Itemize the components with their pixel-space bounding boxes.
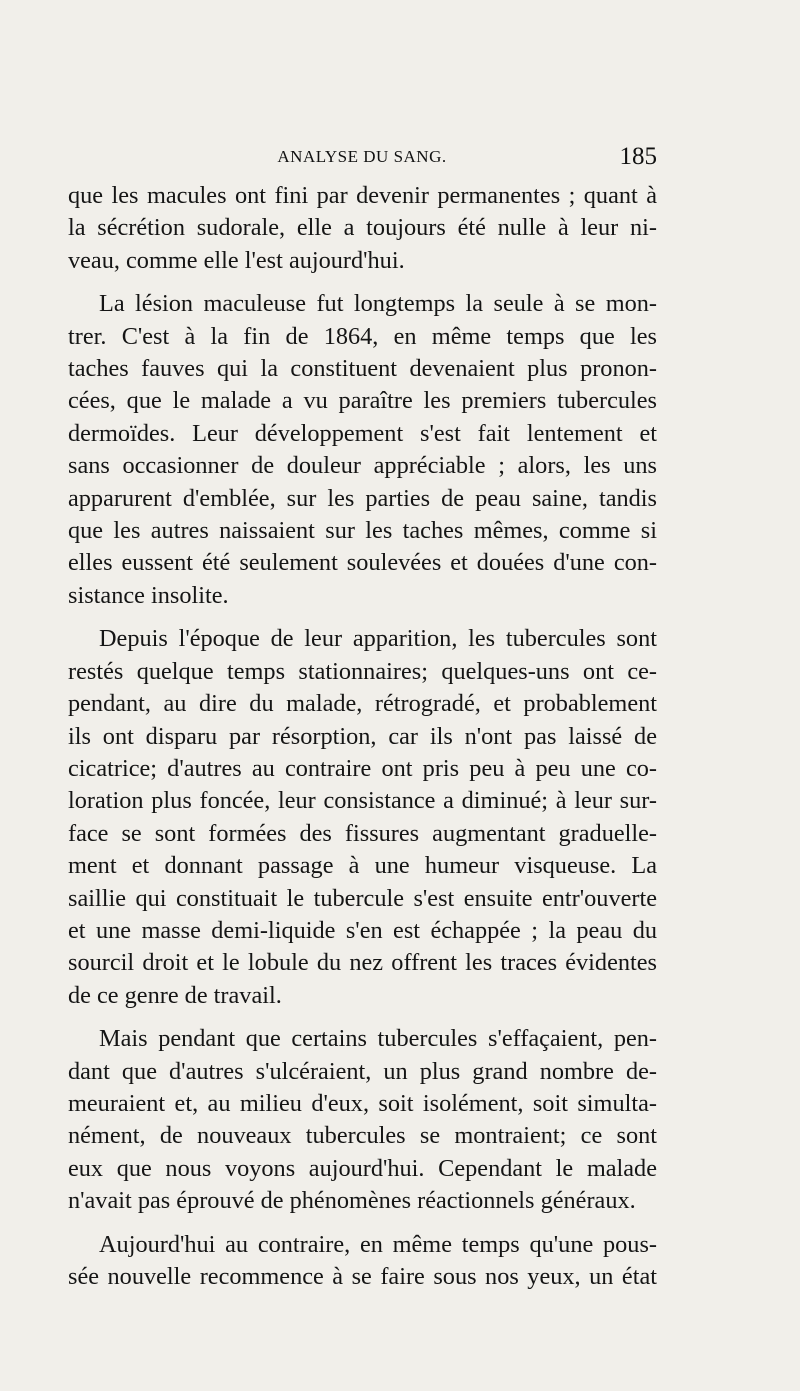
text-line: face se sont formées des fissures augmentant graduelle- <box>68 819 657 847</box>
text-line: sans occasionner de douleur appréciable ; alors, les uns <box>68 452 657 480</box>
text-line: ils ont disparu par résorption, car ils n'ont pas laissé de <box>68 722 657 750</box>
text-line: meuraient et, au milieu d'eux, soit isolément, soit simulta- <box>68 1089 657 1117</box>
text-line: dant que d'autres s'ulcéraient, un plus grand nombre de- <box>68 1057 657 1085</box>
running-head <box>67 143 657 173</box>
text-line: eux que nous voyons aujourd'hui. Cependant le malade <box>68 1154 657 1182</box>
text-line: nément, de nouveaux tubercules se montraient; ce sont <box>68 1122 657 1150</box>
text-line: que les macules ont fini par devenir permanentes ; quant à <box>68 182 657 209</box>
text-line: restés quelque temps stationnaires; quelques-uns ont ce- <box>68 657 657 685</box>
text-line: pendant, au dire du malade, rétrogradé, et probablement <box>68 690 657 718</box>
text-line: cées, que le malade a vu paraître les premiers tubercules <box>68 387 657 415</box>
text-line: de ce genre de travail. <box>68 981 282 1009</box>
text-line: Aujourd'hui au contraire, en même temps qu'une pous- <box>99 1230 657 1258</box>
paragraph <box>68 623 657 1012</box>
text-line: apparurent d'emblée, sur les parties de peau saine, tandis <box>68 484 657 512</box>
body-text <box>68 180 657 1293</box>
text-line: Mais pendant que certains tubercules s'effaçaient, pen- <box>99 1025 657 1053</box>
text-line: que les autres naissaient sur les taches mêmes, comme si <box>68 517 657 545</box>
running-title: ANALYSE DU SANG. <box>277 147 447 166</box>
text-line: trer. C'est à la fin de 1864, en même temps que les <box>68 322 657 350</box>
text-line: elles eussent été seulement soulevées et douées d'une con- <box>68 549 657 577</box>
paragraph <box>68 288 657 612</box>
text-line: la sécrétion sudorale, elle a toujours été nulle à leur ni- <box>68 214 657 242</box>
text-line: n'avait pas éprouvé de phénomènes réactionnels généraux. <box>68 1187 636 1215</box>
text-line: taches fauves qui la constituent devenaient plus pronon- <box>68 355 657 383</box>
paragraph <box>68 180 657 277</box>
text-line: sistance insolite. <box>68 581 229 609</box>
paragraph <box>68 1023 657 1217</box>
text-line: sourcil droit et le lobule du nez offrent les traces évidentes <box>68 949 657 977</box>
page-number: 185 <box>619 143 657 170</box>
text-line: loration plus foncée, leur consistance a diminué; à leur sur- <box>68 787 657 815</box>
text-line: cicatrice; d'autres au contraire ont pris peu à peu une co- <box>68 754 657 782</box>
text-line: La lésion maculeuse fut longtemps la seule à se mon- <box>99 290 657 318</box>
text-line: sée nouvelle recommence à se faire sous nos yeux, un état <box>68 1263 657 1290</box>
text-line: Depuis l'époque de leur apparition, les tubercules sont <box>99 625 657 653</box>
paragraph <box>68 1229 657 1294</box>
text-line: saillie qui constituait le tubercule s'est ensuite entr'ouverte <box>68 884 657 912</box>
text-line: dermoïdes. Leur développement s'est fait lentement et <box>68 419 657 447</box>
text-line: et une masse demi-liquide s'en est échappée ; la peau du <box>68 916 657 944</box>
text-line: ment et donnant passage à une humeur visqueuse. La <box>68 852 657 880</box>
text-line: veau, comme elle l'est aujourd'hui. <box>68 246 405 274</box>
